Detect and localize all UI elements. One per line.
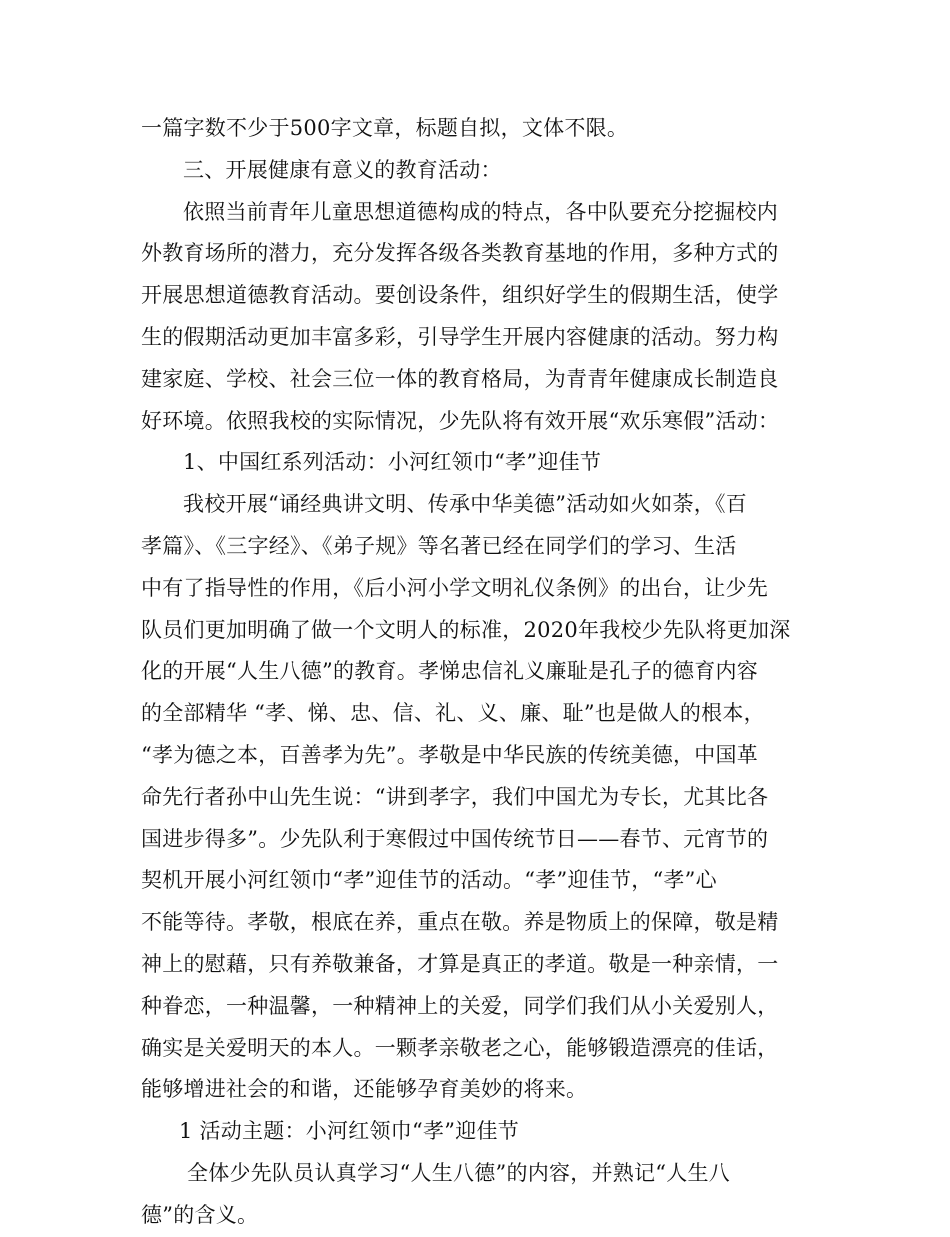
text-line: 化的开展“人生八德”的教育。孝悌忠信礼义廉耻是孔子的德育内容 [141, 659, 758, 684]
text-line: 命先行者孙中山先生说：“讲到孝字，我们中国尤为专长，尤其比各 [141, 784, 769, 809]
text-line: 中有了指导性的作用，《后小河小学文明礼仪条例》的出台，让少先 [141, 575, 768, 600]
subsection-heading: 1、中国红系列活动：小河红领巾“孝”迎佳节 [183, 450, 602, 475]
text-line: 生的假期活动更加丰富多彩，引导学生开展内容健康的活动。努力构 [141, 324, 779, 349]
text-line: 德”的含义。 [141, 1202, 259, 1227]
text-line: 神上的慰藉，只有养敬兼备，才算是真正的孝道。敬是一种亲情，一 [141, 951, 779, 976]
text-line: 建家庭、学校、社会三位一体的教育格局，为青青年健康成长制造良 [141, 366, 779, 391]
text-line: 外教育场所的潜力，充分发挥各级各类教育基地的作用，多种方式的 [141, 241, 779, 266]
text-line: 依照当前青年儿童思想道德构成的特点，各中队要充分挖掘校内 [183, 199, 778, 224]
text-line: 孝篇》、《三字经》、《弟子规》等名著已经在同学们的学习、生活 [141, 533, 737, 558]
text-line: 确实是关爱明天的本人。一颗孝亲敬老之心，能够锻造漂亮的佳话， [141, 1035, 779, 1060]
text-line: 一篇字数不少于500字文章，标题自拟，文体不限。 [141, 116, 629, 140]
text-line: 种眷恋，一种温馨，一种精神上的关爱，同学们我们从小关爱别人， [141, 993, 779, 1018]
text-line: 能够增进社会的和谐，还能够孕育美妙的将来。 [141, 1077, 588, 1102]
text-line: 契机开展小河红领巾“孝”迎佳节的活动。“孝”迎佳节，“孝”心 [141, 868, 717, 893]
text-line: 队员们更加明确了做一个文明人的标准，2020年我校少先队将更加深 [141, 617, 791, 642]
body-text [141, 108, 817, 1237]
text-line: 好环境。依照我校的实际情况，少先队将有效开展“欢乐寒假”活动： [141, 408, 780, 433]
text-line: 不能等待。孝敬，根底在养，重点在敬。养是物质上的保障，敬是精 [141, 910, 779, 935]
text-line: 国进步得多”。少先队利于寒假过中国传统节日——春节、元宵节的 [141, 826, 769, 851]
activity-theme-heading: 1 活动主题：小河红领巾“孝”迎佳节 [179, 1119, 520, 1144]
text-line: 全体少先队员认真学习“人生八德”的内容，并熟记“人生八 [187, 1160, 730, 1185]
text-line: “孝为德之本，百善孝为先”。孝敬是中华民族的传统美德，中国革 [141, 742, 758, 767]
text-line: 我校开展“诵经典讲文明、传承中华美德”活动如火如荼，《百 [183, 492, 747, 517]
text-line: 开展思想道德教育活动。要创设条件，组织好学生的假期生活，使学 [141, 283, 779, 308]
text-line: 的全部精华 “孝、悌、忠、信、礼、义、廉、耻”也是做人的根本， [141, 701, 765, 726]
section-heading: 三、开展健康有意义的教育活动： [183, 157, 502, 182]
